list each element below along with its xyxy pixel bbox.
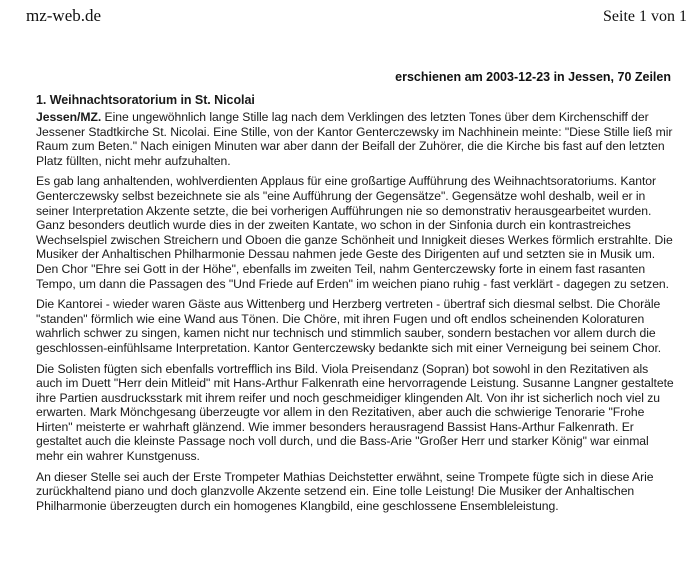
- source-site: mz-web.de: [26, 6, 102, 25]
- article-body: [36, 93, 676, 519]
- paragraph-1-text: Eine ungewöhnlich lange Stille lag nach dem Verklingen des letzten Tones über dem Kirchenschiff der Jessener Stadtkirche St. Nicolai. Eine Stille, von der Kantor Genterczewsky im Nachhinein meinte: "Diese Stille ließ mir Raum zum Beten." Nach einigen Minuten war aber dann der Beifall der Zuhörer, die die Kirche bis fast auf den letzten Platz füllten, nicht mehr aufzuhalten.: [36, 110, 673, 168]
- publication-info: erschienen am 2003-12-23 in Jessen, 70 Zeilen: [395, 70, 671, 84]
- dateline: Jessen/MZ.: [36, 110, 102, 124]
- paragraph-5: An dieser Stelle sei auch der Erste Trompeter Mathias Deichstetter erwähnt, seine Trompete fügte sich in diese Arie zurückhaltend piano und doch glanzvolle Akzente setzend ein. Eine tolle Leistung! Die Musiker der Anhaltischen Philharmonie überzeugten durch ein homogenes Klangbild, eine geschlossene Ensembleleistung.: [36, 469, 654, 513]
- paragraph-1: [36, 110, 676, 168]
- paragraph-3: Die Kantorei - wieder waren Gäste aus Wittenberg und Herzberg vertreten - übertraf sich diesmal selbst. Die Choräle "standen" förmlich wie eine Wand aus Tönen. Die Chöre, mit ihren Fugen und oft endlos scheinenden Koloraturen wahrlich schwer zu singen, kamen nicht nur technisch und stimmlich sauber, sondern bestachen vor allem durch die geschlossen-einfühlsame Interpretation. Kantor Genterczewsky bedankte sich mit einer Verneigung bei seinem Chor.: [36, 297, 662, 355]
- article-title: 1. Weihnachtsoratorium in St. Nicolai: [36, 93, 255, 107]
- paragraph-4: Die Solisten fügten sich ebenfalls vortrefflich ins Bild. Viola Preisendanz (Sopran) bot sowohl in den Rezitativen als auch im Duett "Herr dein Mitleid" mit Hans-Arthur Falkenrath eine hervorragende Leistung. Susanne Langner gestaltete ihre Partien ausdrucksstark mit ihrem reifer und noch geschmeidiger klingenden Alt. Von ihr ist sicherlich noch viel zu erwarten. Mark Mönchgesang überzeugte vor allem in den Rezitativen, aber auch die schwierige Tenorarie "Frohe Hirten" meisterte er wahrhaft glänzend. Wie immer besonders herausragend Bassist Hans-Arthur Falkenrath. Er gestaltet auch die kleinste Passage noch voll durch, und die Bass-Arie "Großer Herr und starker König" war einmal mehr ein wahrer Kunstgenuss.: [36, 361, 674, 464]
- paragraph-2: Es gab lang anhaltenden, wohlverdienten Applaus für eine großartige Aufführung des Weihnachtsoratoriums. Kantor Genterczewsky selbst bezeichnete sie als "eine Aufführung der Gegensätze". Gegensätze wohl deshalb, weil er in seiner Interpretation Akzente setzte, die bei vorherigen Aufführungen nie so demonstrativ herausgearbeitet wurden. Ganz besonders deutlich wurde dies in der zweiten Kantate, wo schon in der Sinfonia durch ein kontrastreiches Wechselspiel zwischen Streichern und Oboen die ganze Schönheit und Innigkeit dieses Werkes förmlich erstrahlte. Die Musiker der Anhaltischen Philharmonie Dessau nahmen jede Geste des Dirigenten auf und setzten sie in Musik um. Den Chor "Ehre sei Gott in der Höhe", ebenfalls im zweiten Teil, nahm Genterczewsky forte in einem fast rasanten Tempo, um dann die Passagen des "Und Friede auf Erden" im weichen piano ruhig - fast verklärt - dagegen zu setzen.: [36, 174, 673, 291]
- page-indicator: Seite 1 von 1: [603, 8, 687, 25]
